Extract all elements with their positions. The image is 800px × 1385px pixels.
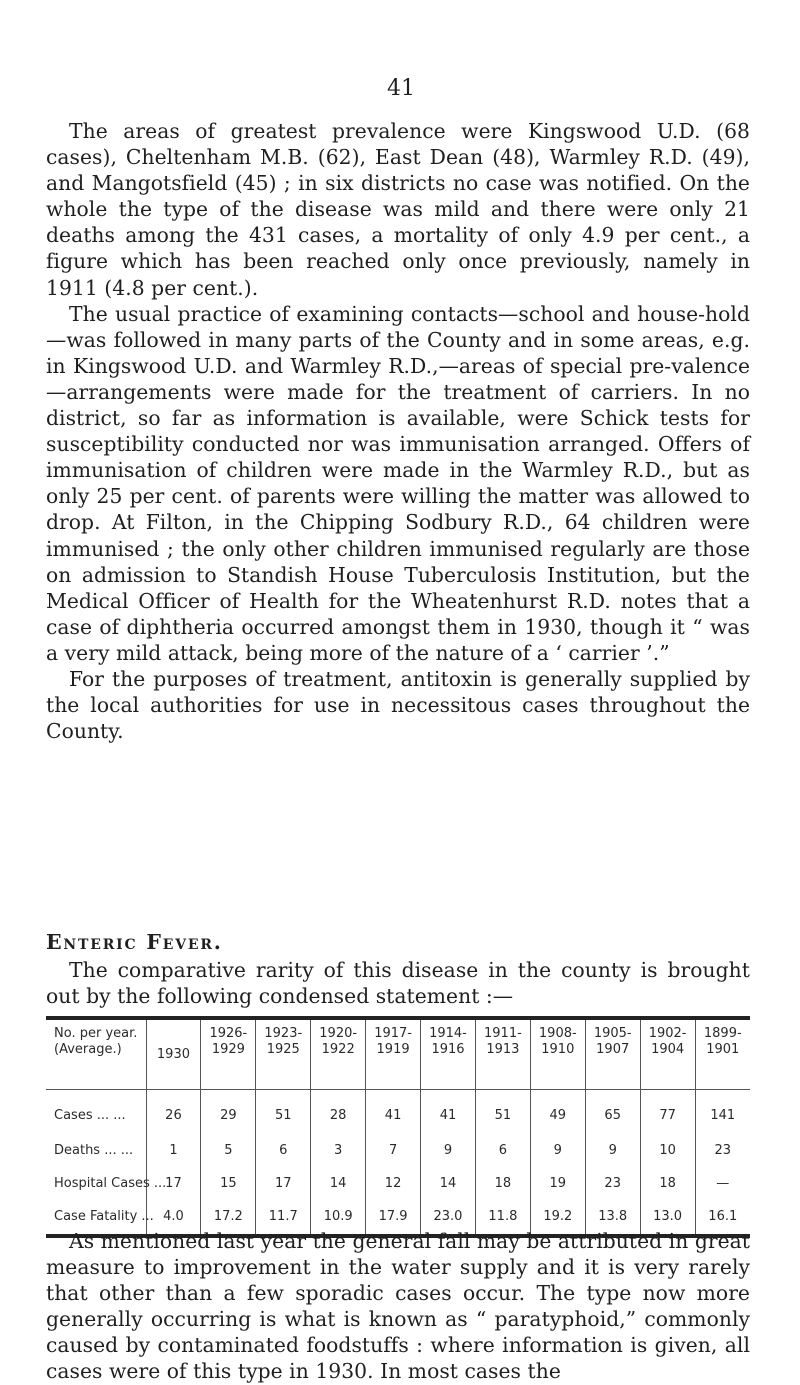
column-header-top: 1914- [429, 1026, 467, 1041]
column-header [475, 1020, 530, 1090]
table-cell: 65 [585, 1090, 640, 1135]
table-cell: 17 [256, 1167, 311, 1200]
paragraph-antitoxin: For the purposes of treatment, antitoxin is generally supplied by the local authorities for use in necessitous cases throughout the County. [46, 666, 750, 744]
row-label: Case Fatality ... [54, 1209, 154, 1224]
table-cell: 41 [366, 1090, 421, 1135]
column-header [201, 1020, 256, 1090]
table-cell: 41 [421, 1090, 476, 1135]
table-cell: 6 [256, 1134, 311, 1167]
table-cell: 23 [585, 1167, 640, 1200]
table-cell: 9 [530, 1134, 585, 1167]
table-cell: 26 [146, 1090, 201, 1135]
table-cell: 10 [640, 1134, 695, 1167]
table-cell: 9 [585, 1134, 640, 1167]
table-cell: 3 [311, 1134, 366, 1167]
table-cell: 51 [256, 1090, 311, 1135]
table-cell: 23.0 [421, 1200, 476, 1234]
table-cell: 77 [640, 1090, 695, 1135]
column-header-bottom: 1907 [596, 1042, 630, 1057]
section-heading-enteric-fever: Enteric Fever. [46, 930, 223, 954]
column-header [640, 1020, 695, 1090]
table-cell: 12 [366, 1167, 421, 1200]
column-header-bottom: 1925 [266, 1042, 300, 1057]
column-header-top: 1905- [593, 1026, 632, 1041]
table-cell: 1 [146, 1134, 201, 1167]
column-header-bottom: 1919 [376, 1042, 410, 1057]
table-row-cases [46, 1090, 750, 1135]
table-cell: 16.1 [695, 1200, 750, 1234]
table-cell: 28 [311, 1090, 366, 1135]
column-header [695, 1020, 750, 1090]
column-header-top: 1926- [209, 1026, 248, 1041]
header-label-line2: (Average.) [54, 1042, 122, 1057]
column-header-top: 1908- [538, 1026, 577, 1041]
column-header [530, 1020, 585, 1090]
row-label: Deaths ... ... [54, 1142, 134, 1158]
row-label: Hospital Cases ... [54, 1175, 167, 1191]
table-cell: 49 [530, 1090, 585, 1135]
closing-paragraph: As mentioned last year the general fall may be attributed in great measure to improvement in the water supply and it is very rarely that other than a few sporadic cases occur. The type now more generally occurring is what is known as “ paratyphoid,” commonly caused by contaminated foodstuffs : where information is given, all cases were of this type in 1930. In most cases the [46, 1229, 750, 1384]
column-header-bottom: 1922 [321, 1042, 355, 1057]
table-cell: 13.0 [640, 1200, 695, 1234]
table-cell: 13.8 [585, 1200, 640, 1234]
table-cell: 10.9 [311, 1200, 366, 1234]
table-cell: 17.2 [201, 1200, 256, 1234]
column-header-bottom: 1904 [651, 1042, 685, 1057]
table-cell: 11.7 [256, 1200, 311, 1234]
body-text-bottom [46, 1228, 750, 1385]
table-header-row [46, 1020, 750, 1090]
table-row-hospital-cases [46, 1167, 750, 1200]
column-header-top: 1920- [319, 1026, 358, 1041]
column-header-top: 1917- [374, 1026, 412, 1041]
table-cell: 14 [311, 1167, 366, 1200]
table-cell: 141 [695, 1090, 750, 1135]
column-header [366, 1020, 421, 1090]
table-cell: 9 [421, 1134, 476, 1167]
table-cell: 14 [421, 1167, 476, 1200]
column-header-top: 1902- [648, 1026, 687, 1041]
table-cell: 19 [530, 1167, 585, 1200]
body-text-top [46, 118, 750, 744]
column-header [256, 1020, 311, 1090]
paragraph-contacts-immunisation: The usual practice of examining contacts—school and house-hold—was followed in many parts of the County and in some areas, e.g. in Kingswood U.D. and Warmley R.D.,—areas of special pre-valence—arrangements were made for the treatment of carriers. In no district, so far as information is available, were Schick tests for susceptibility conducted nor was immunisation arranged. Offers of immunisation of children were made in the Warmley R.D., but as only 25 per cent. of parents were willing the matter was allowed to drop. At Filton, in the Chipping Sodbury R.D., 64 children were immunised ; the only other children immunised regularly are those on admission to Standish House Tuberculosis Institution, but the Medical Officer of Health for the Wheatenhurst R.D. notes that a case of diphtheria occurred amongst them in 1930, though it “ was a very mild attack, being more of the nature of a ‘ carrier ’.” [46, 301, 750, 665]
table-cell: 15 [201, 1167, 256, 1200]
table-cell: 17.9 [366, 1200, 421, 1234]
page-number: 41 [387, 76, 415, 101]
table-cell: 7 [366, 1134, 421, 1167]
section-intro: The comparative rarity of this disease in the county is brought out by the following condensed statement :— [46, 958, 750, 1009]
column-header [146, 1020, 201, 1090]
table-cell: 51 [475, 1090, 530, 1135]
column-header-bottom: 1910 [541, 1042, 575, 1057]
table-cell: 18 [475, 1167, 530, 1200]
table-cell: 11.8 [475, 1200, 530, 1234]
table-cell: 5 [201, 1134, 256, 1167]
section-intro-block [46, 957, 750, 1009]
table-cell: 23 [695, 1134, 750, 1167]
enteric-fever-table [46, 1016, 750, 1238]
column-header-top: 1923- [264, 1026, 303, 1041]
table-row-deaths [46, 1134, 750, 1167]
table-cell: 19.2 [530, 1200, 585, 1234]
column-header-top: 1911- [484, 1026, 522, 1041]
header-label-cell [46, 1020, 146, 1090]
column-header-bottom: 1929 [211, 1042, 245, 1057]
table-cell: 29 [201, 1090, 256, 1135]
table-cell: 18 [640, 1167, 695, 1200]
table-cell: — [695, 1167, 750, 1200]
row-label: Cases ... ... [54, 1108, 126, 1123]
column-header-bottom: 1913 [486, 1042, 520, 1057]
statistics-table [46, 1020, 750, 1234]
table-cell: 6 [475, 1134, 530, 1167]
table-cell: 17 [146, 1167, 201, 1200]
column-header-bottom: 1916 [431, 1042, 465, 1057]
header-label-line1: No. per year. [54, 1026, 138, 1041]
column-header-top: 1930 [156, 1046, 190, 1062]
column-header-bottom: 1901 [706, 1042, 740, 1057]
column-header [311, 1020, 366, 1090]
column-header [585, 1020, 640, 1090]
column-header-top: 1899- [703, 1026, 742, 1041]
paragraph-diphtheria-prevalence: The areas of greatest prevalence were Kingswood U.D. (68 cases), Cheltenham M.B. (62), East Dean (48), Warmley R.D. (49), and Mangotsfield (45) ; in six districts no case was notified. On the whole the type of the disease was mild and there were only 21 deaths among the 431 cases, a mortality of only 4.9 per cent., a figure which has been reached only once previously, namely in 1911 (4.8 per cent.). [46, 119, 750, 300]
table-cell: 4.0 [146, 1200, 201, 1234]
column-header [421, 1020, 476, 1090]
